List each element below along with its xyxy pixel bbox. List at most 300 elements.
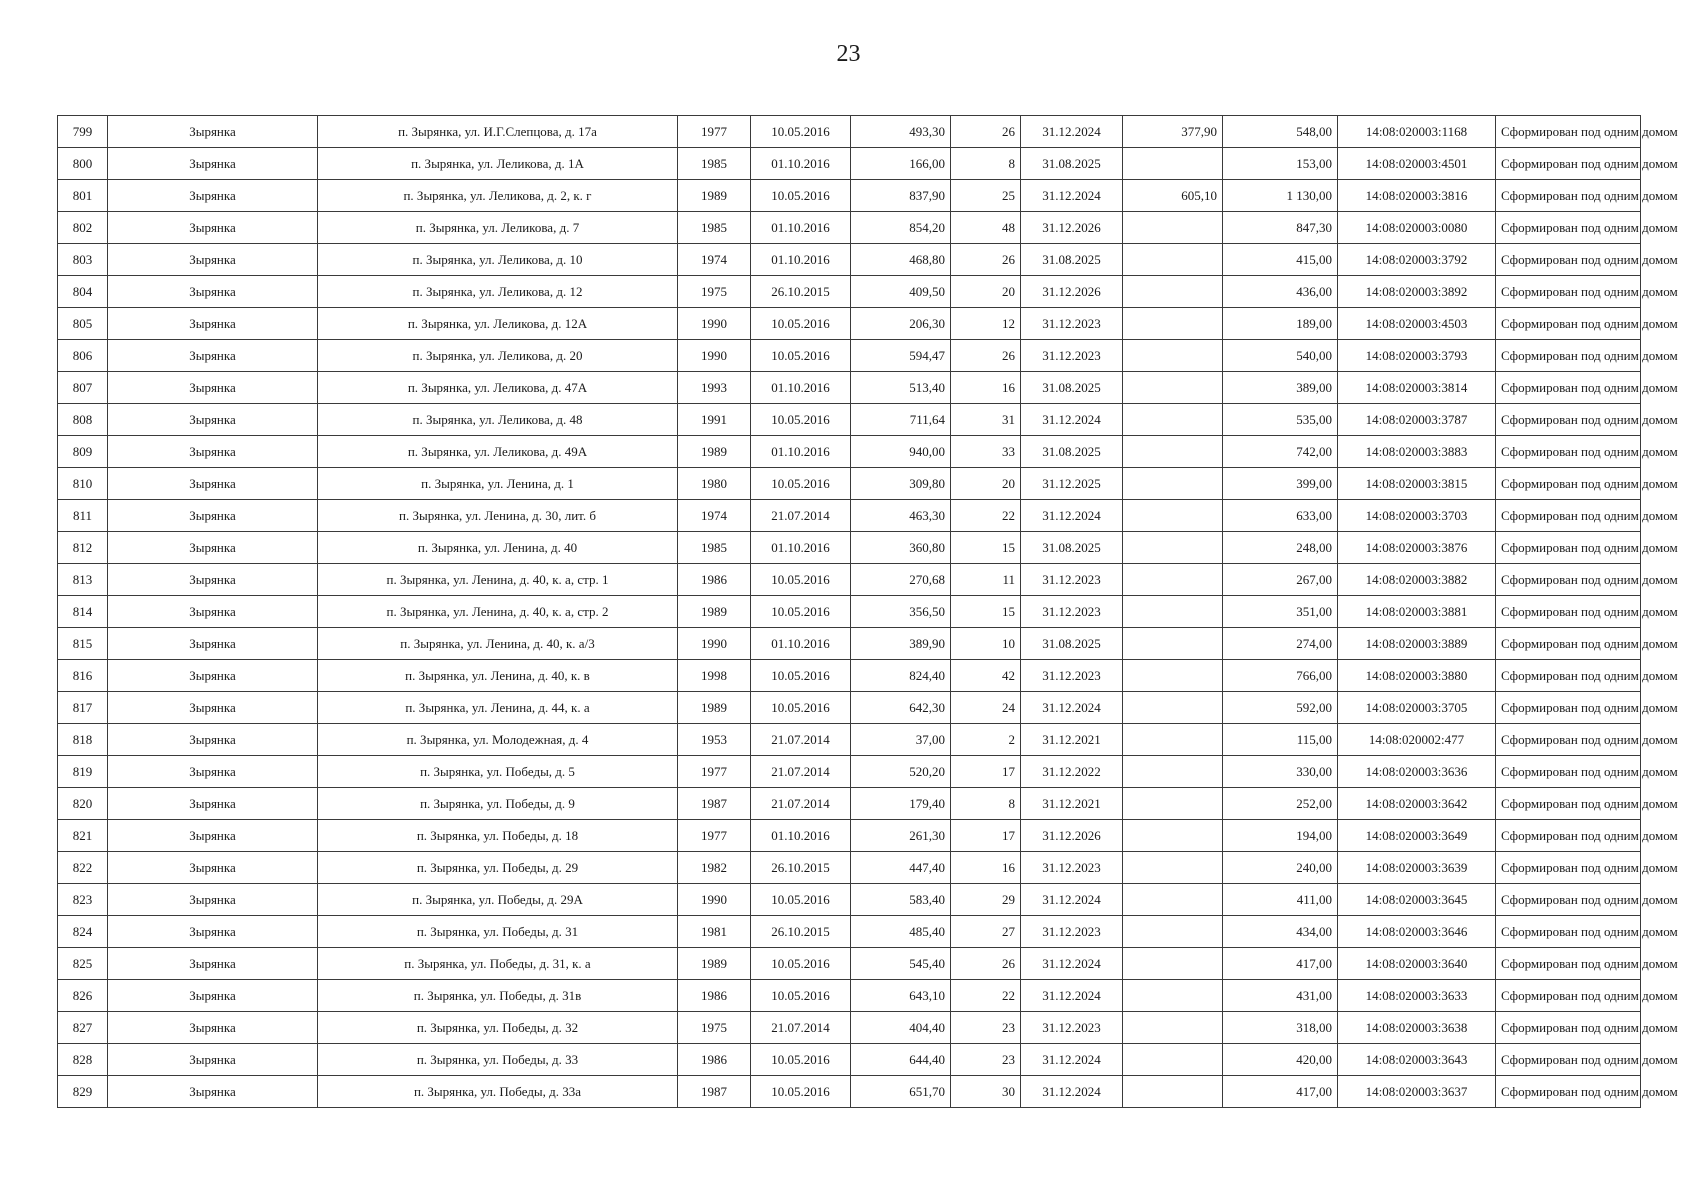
cadastral-number-cell: 14:08:020003:3640: [1338, 948, 1496, 980]
year-cell: 1980: [678, 468, 751, 500]
count-cell: 26: [951, 340, 1021, 372]
address-cell: п. Зырянка, ул. Ленина, д. 40, к. а, стр. 1: [318, 564, 678, 596]
settlement-cell: Зырянка: [108, 884, 318, 916]
address-cell: п. Зырянка, ул. Леликова, д. 1А: [318, 148, 678, 180]
area-cell: 404,40: [851, 1012, 951, 1044]
settlement-cell: Зырянка: [108, 468, 318, 500]
area-cell: 270,68: [851, 564, 951, 596]
year-cell: 1986: [678, 980, 751, 1012]
cadastral-number-cell: 14:08:020003:0080: [1338, 212, 1496, 244]
area2-cell: [1123, 884, 1223, 916]
cadastral-number-cell: 14:08:020003:3883: [1338, 436, 1496, 468]
row-number-cell: 800: [58, 148, 108, 180]
count-cell: 22: [951, 500, 1021, 532]
status-cell: Сформирован под одним домом: [1496, 1044, 1641, 1076]
row-number-cell: 815: [58, 628, 108, 660]
address-cell: п. Зырянка, ул. Ленина, д. 40: [318, 532, 678, 564]
settlement-cell: Зырянка: [108, 1044, 318, 1076]
area2-cell: [1123, 756, 1223, 788]
area2-cell: [1123, 340, 1223, 372]
deadline-cell: 31.12.2023: [1021, 852, 1123, 884]
status-cell: Сформирован под одним домом: [1496, 948, 1641, 980]
date-cell: 01.10.2016: [751, 372, 851, 404]
date-cell: 01.10.2016: [751, 820, 851, 852]
year-cell: 1985: [678, 532, 751, 564]
deadline-cell: 31.12.2023: [1021, 596, 1123, 628]
row-number-cell: 820: [58, 788, 108, 820]
address-cell: п. Зырянка, ул. Леликова, д. 49А: [318, 436, 678, 468]
year-cell: 1977: [678, 116, 751, 148]
address-cell: п. Зырянка, ул. Ленина, д. 1: [318, 468, 678, 500]
area3-cell: 189,00: [1223, 308, 1338, 340]
area2-cell: [1123, 724, 1223, 756]
year-cell: 1989: [678, 596, 751, 628]
date-cell: 21.07.2014: [751, 1012, 851, 1044]
address-cell: п. Зырянка, ул. Победы, д. 32: [318, 1012, 678, 1044]
housing-registry-table: [57, 115, 1678, 1108]
row-number-cell: 826: [58, 980, 108, 1012]
area2-cell: [1123, 596, 1223, 628]
cadastral-number-cell: 14:08:020003:3639: [1338, 852, 1496, 884]
area2-cell: [1123, 276, 1223, 308]
count-cell: 10: [951, 628, 1021, 660]
date-cell: 10.05.2016: [751, 404, 851, 436]
area2-cell: [1123, 372, 1223, 404]
status-cell: Сформирован под одним домом: [1496, 596, 1641, 628]
table-row: [58, 532, 1641, 564]
settlement-cell: Зырянка: [108, 980, 318, 1012]
area3-cell: 633,00: [1223, 500, 1338, 532]
deadline-cell: 31.12.2026: [1021, 820, 1123, 852]
area3-cell: 194,00: [1223, 820, 1338, 852]
area-cell: 711,64: [851, 404, 951, 436]
count-cell: 16: [951, 372, 1021, 404]
area3-cell: 248,00: [1223, 532, 1338, 564]
row-number-cell: 818: [58, 724, 108, 756]
address-cell: п. Зырянка, ул. Ленина, д. 44, к. а: [318, 692, 678, 724]
deadline-cell: 31.08.2025: [1021, 436, 1123, 468]
address-cell: п. Зырянка, ул. Ленина, д. 40, к. в: [318, 660, 678, 692]
table-row: [58, 116, 1641, 148]
row-number-cell: 809: [58, 436, 108, 468]
status-cell: Сформирован под одним домом: [1496, 724, 1641, 756]
address-cell: п. Зырянка, ул. Леликова, д. 2, к. г: [318, 180, 678, 212]
row-number-cell: 808: [58, 404, 108, 436]
count-cell: 17: [951, 756, 1021, 788]
area-cell: 642,30: [851, 692, 951, 724]
status-cell: Сформирован под одним домом: [1496, 404, 1641, 436]
area2-cell: [1123, 1076, 1223, 1108]
area2-cell: [1123, 308, 1223, 340]
cadastral-number-cell: 14:08:020003:3636: [1338, 756, 1496, 788]
deadline-cell: 31.12.2024: [1021, 1044, 1123, 1076]
table-row: [58, 564, 1641, 596]
date-cell: 21.07.2014: [751, 724, 851, 756]
cadastral-number-cell: 14:08:020003:3646: [1338, 916, 1496, 948]
year-cell: 1953: [678, 724, 751, 756]
address-cell: п. Зырянка, ул. И.Г.Слепцова, д. 17а: [318, 116, 678, 148]
row-number-cell: 811: [58, 500, 108, 532]
row-number-cell: 805: [58, 308, 108, 340]
count-cell: 20: [951, 276, 1021, 308]
area-cell: 545,40: [851, 948, 951, 980]
cadastral-number-cell: 14:08:020003:3793: [1338, 340, 1496, 372]
cadastral-number-cell: 14:08:020003:3705: [1338, 692, 1496, 724]
area3-cell: 436,00: [1223, 276, 1338, 308]
year-cell: 1977: [678, 820, 751, 852]
cadastral-number-cell: 14:08:020003:3881: [1338, 596, 1496, 628]
year-cell: 1990: [678, 628, 751, 660]
date-cell: 10.05.2016: [751, 116, 851, 148]
area3-cell: 1 130,00: [1223, 180, 1338, 212]
area3-cell: 318,00: [1223, 1012, 1338, 1044]
date-cell: 01.10.2016: [751, 212, 851, 244]
table-row: [58, 372, 1641, 404]
date-cell: 01.10.2016: [751, 148, 851, 180]
status-cell: Сформирован под одним домом: [1496, 980, 1641, 1012]
count-cell: 42: [951, 660, 1021, 692]
area2-cell: [1123, 628, 1223, 660]
status-cell: Сформирован под одним домом: [1496, 148, 1641, 180]
cadastral-number-cell: 14:08:020003:3643: [1338, 1044, 1496, 1076]
date-cell: 10.05.2016: [751, 948, 851, 980]
status-cell: Сформирован под одним домом: [1496, 340, 1641, 372]
area3-cell: 411,00: [1223, 884, 1338, 916]
area2-cell: [1123, 212, 1223, 244]
deadline-cell: 31.08.2025: [1021, 244, 1123, 276]
row-number-cell: 812: [58, 532, 108, 564]
count-cell: 12: [951, 308, 1021, 340]
year-cell: 1975: [678, 276, 751, 308]
area-cell: 854,20: [851, 212, 951, 244]
deadline-cell: 31.12.2024: [1021, 180, 1123, 212]
address-cell: п. Зырянка, ул. Леликова, д. 10: [318, 244, 678, 276]
year-cell: 1987: [678, 788, 751, 820]
settlement-cell: Зырянка: [108, 148, 318, 180]
row-number-cell: 807: [58, 372, 108, 404]
address-cell: п. Зырянка, ул. Победы, д. 29А: [318, 884, 678, 916]
status-cell: Сформирован под одним домом: [1496, 692, 1641, 724]
count-cell: 8: [951, 148, 1021, 180]
count-cell: 22: [951, 980, 1021, 1012]
area-cell: 520,20: [851, 756, 951, 788]
settlement-cell: Зырянка: [108, 532, 318, 564]
settlement-cell: Зырянка: [108, 276, 318, 308]
area3-cell: 592,00: [1223, 692, 1338, 724]
cadastral-number-cell: 14:08:020003:4503: [1338, 308, 1496, 340]
row-number-cell: 814: [58, 596, 108, 628]
address-cell: п. Зырянка, ул. Леликова, д. 12А: [318, 308, 678, 340]
date-cell: 21.07.2014: [751, 788, 851, 820]
deadline-cell: 31.12.2024: [1021, 1076, 1123, 1108]
status-cell: Сформирован под одним домом: [1496, 180, 1641, 212]
date-cell: 10.05.2016: [751, 340, 851, 372]
row-number-cell: 821: [58, 820, 108, 852]
area2-cell: [1123, 148, 1223, 180]
area-cell: 179,40: [851, 788, 951, 820]
area-cell: 513,40: [851, 372, 951, 404]
area3-cell: 417,00: [1223, 1076, 1338, 1108]
count-cell: 31: [951, 404, 1021, 436]
cadastral-number-cell: 14:08:020003:3880: [1338, 660, 1496, 692]
settlement-cell: Зырянка: [108, 628, 318, 660]
area2-cell: [1123, 948, 1223, 980]
date-cell: 26.10.2015: [751, 916, 851, 948]
area3-cell: 389,00: [1223, 372, 1338, 404]
year-cell: 1991: [678, 404, 751, 436]
deadline-cell: 31.12.2021: [1021, 788, 1123, 820]
address-cell: п. Зырянка, ул. Победы, д. 5: [318, 756, 678, 788]
address-cell: п. Зырянка, ул. Ленина, д. 40, к. а, стр. 2: [318, 596, 678, 628]
table-row: [58, 948, 1641, 980]
area-cell: 583,40: [851, 884, 951, 916]
count-cell: 33: [951, 436, 1021, 468]
area-cell: 651,70: [851, 1076, 951, 1108]
table-row: [58, 660, 1641, 692]
area3-cell: 420,00: [1223, 1044, 1338, 1076]
year-cell: 1990: [678, 884, 751, 916]
area2-cell: [1123, 404, 1223, 436]
count-cell: 30: [951, 1076, 1021, 1108]
area2-cell: [1123, 500, 1223, 532]
cadastral-number-cell: 14:08:020003:3638: [1338, 1012, 1496, 1044]
deadline-cell: 31.12.2026: [1021, 212, 1123, 244]
year-cell: 1998: [678, 660, 751, 692]
table-row: [58, 820, 1641, 852]
table-row: [58, 436, 1641, 468]
area2-cell: [1123, 1012, 1223, 1044]
year-cell: 1985: [678, 212, 751, 244]
area-cell: 447,40: [851, 852, 951, 884]
deadline-cell: 31.12.2023: [1021, 916, 1123, 948]
deadline-cell: 31.12.2024: [1021, 500, 1123, 532]
row-number-cell: 824: [58, 916, 108, 948]
cadastral-number-cell: 14:08:020003:3633: [1338, 980, 1496, 1012]
settlement-cell: Зырянка: [108, 756, 318, 788]
row-number-cell: 817: [58, 692, 108, 724]
area3-cell: 417,00: [1223, 948, 1338, 980]
area2-cell: [1123, 468, 1223, 500]
table-row: [58, 1076, 1641, 1108]
date-cell: 21.07.2014: [751, 756, 851, 788]
area3-cell: 742,00: [1223, 436, 1338, 468]
deadline-cell: 31.12.2023: [1021, 1012, 1123, 1044]
date-cell: 21.07.2014: [751, 500, 851, 532]
year-cell: 1982: [678, 852, 751, 884]
address-cell: п. Зырянка, ул. Ленина, д. 40, к. а/3: [318, 628, 678, 660]
year-cell: 1975: [678, 1012, 751, 1044]
cadastral-number-cell: 14:08:020003:3792: [1338, 244, 1496, 276]
deadline-cell: 31.08.2025: [1021, 628, 1123, 660]
table-row: [58, 468, 1641, 500]
table-row: [58, 980, 1641, 1012]
year-cell: 1985: [678, 148, 751, 180]
cadastral-number-cell: 14:08:020002:477: [1338, 724, 1496, 756]
area3-cell: 847,30: [1223, 212, 1338, 244]
table-row: [58, 308, 1641, 340]
area3-cell: 540,00: [1223, 340, 1338, 372]
cadastral-number-cell: 14:08:020003:3787: [1338, 404, 1496, 436]
date-cell: 10.05.2016: [751, 596, 851, 628]
address-cell: п. Зырянка, ул. Победы, д. 33а: [318, 1076, 678, 1108]
settlement-cell: Зырянка: [108, 1012, 318, 1044]
date-cell: 10.05.2016: [751, 564, 851, 596]
year-cell: 1987: [678, 1076, 751, 1108]
area2-cell: [1123, 1044, 1223, 1076]
table-row: [58, 692, 1641, 724]
deadline-cell: 31.12.2024: [1021, 884, 1123, 916]
deadline-cell: 31.12.2022: [1021, 756, 1123, 788]
cadastral-number-cell: 14:08:020003:3642: [1338, 788, 1496, 820]
area-cell: 493,30: [851, 116, 951, 148]
address-cell: п. Зырянка, ул. Леликова, д. 7: [318, 212, 678, 244]
count-cell: 23: [951, 1012, 1021, 1044]
deadline-cell: 31.12.2025: [1021, 468, 1123, 500]
cadastral-number-cell: 14:08:020003:4501: [1338, 148, 1496, 180]
status-cell: Сформирован под одним домом: [1496, 756, 1641, 788]
status-cell: Сформирован под одним домом: [1496, 564, 1641, 596]
address-cell: п. Зырянка, ул. Победы, д. 33: [318, 1044, 678, 1076]
table-row: [58, 788, 1641, 820]
area3-cell: 766,00: [1223, 660, 1338, 692]
address-cell: п. Зырянка, ул. Победы, д. 9: [318, 788, 678, 820]
date-cell: 01.10.2016: [751, 628, 851, 660]
area2-cell: [1123, 532, 1223, 564]
status-cell: Сформирован под одним домом: [1496, 500, 1641, 532]
status-cell: Сформирован под одним домом: [1496, 1012, 1641, 1044]
count-cell: 29: [951, 884, 1021, 916]
deadline-cell: 31.12.2024: [1021, 948, 1123, 980]
date-cell: 26.10.2015: [751, 852, 851, 884]
status-cell: Сформирован под одним домом: [1496, 372, 1641, 404]
settlement-cell: Зырянка: [108, 820, 318, 852]
settlement-cell: Зырянка: [108, 500, 318, 532]
area-cell: 824,40: [851, 660, 951, 692]
year-cell: 1974: [678, 244, 751, 276]
table-row: [58, 628, 1641, 660]
cadastral-number-cell: 14:08:020003:3876: [1338, 532, 1496, 564]
date-cell: 10.05.2016: [751, 692, 851, 724]
cadastral-number-cell: 14:08:020003:3816: [1338, 180, 1496, 212]
row-number-cell: 827: [58, 1012, 108, 1044]
area-cell: 940,00: [851, 436, 951, 468]
area3-cell: 434,00: [1223, 916, 1338, 948]
table-row: [58, 852, 1641, 884]
count-cell: 23: [951, 1044, 1021, 1076]
count-cell: 26: [951, 244, 1021, 276]
address-cell: п. Зырянка, ул. Леликова, д. 12: [318, 276, 678, 308]
year-cell: 1989: [678, 948, 751, 980]
count-cell: 8: [951, 788, 1021, 820]
address-cell: п. Зырянка, ул. Леликова, д. 48: [318, 404, 678, 436]
count-cell: 11: [951, 564, 1021, 596]
area-cell: 643,10: [851, 980, 951, 1012]
status-cell: Сформирован под одним домом: [1496, 276, 1641, 308]
cadastral-number-cell: 14:08:020003:3814: [1338, 372, 1496, 404]
status-cell: Сформирован под одним домом: [1496, 532, 1641, 564]
table-row: [58, 884, 1641, 916]
area-cell: 409,50: [851, 276, 951, 308]
date-cell: 10.05.2016: [751, 1076, 851, 1108]
date-cell: 26.10.2015: [751, 276, 851, 308]
settlement-cell: Зырянка: [108, 404, 318, 436]
settlement-cell: Зырянка: [108, 724, 318, 756]
settlement-cell: Зырянка: [108, 372, 318, 404]
area2-cell: [1123, 820, 1223, 852]
count-cell: 26: [951, 948, 1021, 980]
count-cell: 2: [951, 724, 1021, 756]
table-row: [58, 180, 1641, 212]
row-number-cell: 816: [58, 660, 108, 692]
settlement-cell: Зырянка: [108, 116, 318, 148]
count-cell: 26: [951, 116, 1021, 148]
count-cell: 27: [951, 916, 1021, 948]
area-cell: 389,90: [851, 628, 951, 660]
area2-cell: [1123, 852, 1223, 884]
settlement-cell: Зырянка: [108, 212, 318, 244]
deadline-cell: 31.12.2023: [1021, 340, 1123, 372]
count-cell: 48: [951, 212, 1021, 244]
date-cell: 10.05.2016: [751, 884, 851, 916]
table-row: [58, 916, 1641, 948]
row-number-cell: 799: [58, 116, 108, 148]
cadastral-number-cell: 14:08:020003:3889: [1338, 628, 1496, 660]
year-cell: 1981: [678, 916, 751, 948]
table-body: [58, 116, 1678, 1108]
date-cell: 10.05.2016: [751, 308, 851, 340]
cadastral-number-cell: 14:08:020003:3815: [1338, 468, 1496, 500]
settlement-cell: Зырянка: [108, 180, 318, 212]
table-row: [58, 756, 1641, 788]
settlement-cell: Зырянка: [108, 948, 318, 980]
deadline-cell: 31.12.2023: [1021, 308, 1123, 340]
area2-cell: 377,90: [1123, 116, 1223, 148]
status-cell: Сформирован под одним домом: [1496, 212, 1641, 244]
year-cell: 1986: [678, 1044, 751, 1076]
table-row: [58, 500, 1641, 532]
row-number-cell: 806: [58, 340, 108, 372]
cadastral-number-cell: 14:08:020003:3637: [1338, 1076, 1496, 1108]
area3-cell: 330,00: [1223, 756, 1338, 788]
cadastral-number-cell: 14:08:020003:3892: [1338, 276, 1496, 308]
status-cell: Сформирован под одним домом: [1496, 308, 1641, 340]
table-row: [58, 596, 1641, 628]
row-number-cell: 819: [58, 756, 108, 788]
area2-cell: [1123, 436, 1223, 468]
area-cell: 360,80: [851, 532, 951, 564]
row-number-cell: 810: [58, 468, 108, 500]
cadastral-number-cell: 14:08:020003:3649: [1338, 820, 1496, 852]
year-cell: 1977: [678, 756, 751, 788]
address-cell: п. Зырянка, ул. Леликова, д. 47А: [318, 372, 678, 404]
area3-cell: 240,00: [1223, 852, 1338, 884]
deadline-cell: 31.12.2021: [1021, 724, 1123, 756]
row-number-cell: 828: [58, 1044, 108, 1076]
year-cell: 1990: [678, 340, 751, 372]
deadline-cell: 31.12.2024: [1021, 116, 1123, 148]
area3-cell: 548,00: [1223, 116, 1338, 148]
status-cell: Сформирован под одним домом: [1496, 436, 1641, 468]
row-number-cell: 823: [58, 884, 108, 916]
area3-cell: 415,00: [1223, 244, 1338, 276]
count-cell: 17: [951, 820, 1021, 852]
row-number-cell: 825: [58, 948, 108, 980]
settlement-cell: Зырянка: [108, 916, 318, 948]
year-cell: 1986: [678, 564, 751, 596]
row-number-cell: 804: [58, 276, 108, 308]
area3-cell: 431,00: [1223, 980, 1338, 1012]
settlement-cell: Зырянка: [108, 596, 318, 628]
